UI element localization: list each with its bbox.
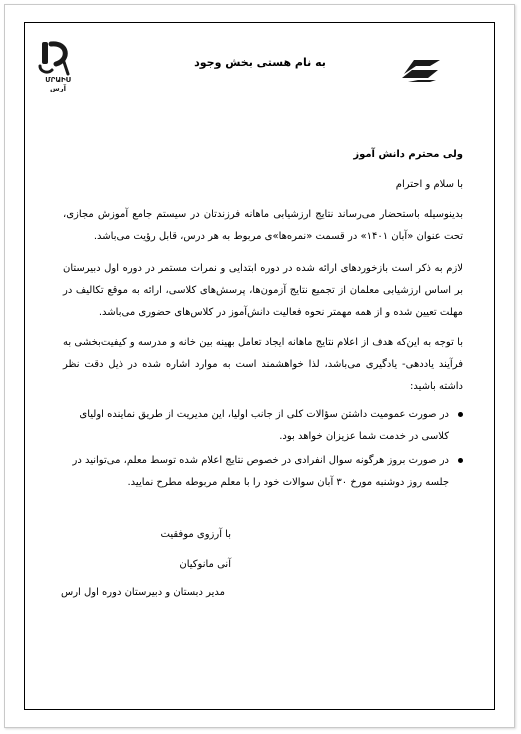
school-logo [34, 40, 82, 92]
list-item-text: در صورت عمومیت داشتن سؤالات کلی از جانب اولیا، این مدیریت از طریق نماینده اولیای کلاسی در خدمت شما عزیزان خواهد بود. [79, 409, 449, 442]
greeting: با سلام و احترام [395, 179, 463, 190]
notes-list [63, 404, 463, 496]
list-item [63, 404, 463, 448]
paragraph-evaluation-basis: لازم به ذکر است بازخوردهای ارائه شده در دوره ابتدایی و نمرات مستمر در دوره اول دبیرستان بر اساس ارزشیابی معلمان از تجمیع نتایج آزمون‌ها، پرسش‌های کلاسی، ارائه به موقع تکالیف در مهلت تعیین شده و از همه مهمتر نحوه فعالیت دانش‌آموز در کلاس‌های حضوری می‌باشد. [63, 263, 463, 318]
paragraph-purpose: با توجه به این‌که هدف از اعلام نتایج ماهانه ایجاد تعامل بهینه بین خانه و مدرسه و کیفیت‌بخشی به فرآیند یاددهی- یادگیری می‌باشد، لذا خواهشمند است به موارد اشاره شده در ذیل دقت نظر داشته باشید: [63, 337, 463, 392]
list-item-text: در صورت بروز هرگونه سوال انفرادی در خصوص نتایج اعلام شده توسط معلم، می‌توانید در جلسه روز دوشنبه مورخ ۳۰ آبان سوالات خود را با معلم مربوطه مطرح نمایید. [72, 455, 449, 488]
svg-text:آرس: آرس [49, 85, 67, 92]
bullet-icon [458, 458, 463, 463]
signer-title: مدیر دبستان و دبیرستان دوره اول ارس [61, 587, 225, 598]
salutation: ولی محترم دانش آموز [353, 149, 463, 160]
bullet-icon [458, 412, 463, 417]
signer-name: آنی مانوکیان [179, 559, 231, 570]
closing-line: با آرزوی موفقیت [160, 529, 231, 540]
list-item [63, 450, 463, 494]
svg-text:ՄՐԱԻՍ: ՄՐԱԻՍ [45, 76, 71, 84]
page-title: به نام هستی بخش وجود [194, 56, 326, 69]
emblem-logo [400, 56, 444, 82]
paragraph-results-announcement: بدینوسیله باستحضار می‌رساند نتایج ارزشیابی ماهانه فرزندتان در سیستم جامع آموزش مجازی، تحت عنوان «آبان ۱۴۰۱» در قسمت «نمره‌ها»ی مربوط به هر درس، قابل رؤیت می‌باشد. [63, 209, 463, 242]
